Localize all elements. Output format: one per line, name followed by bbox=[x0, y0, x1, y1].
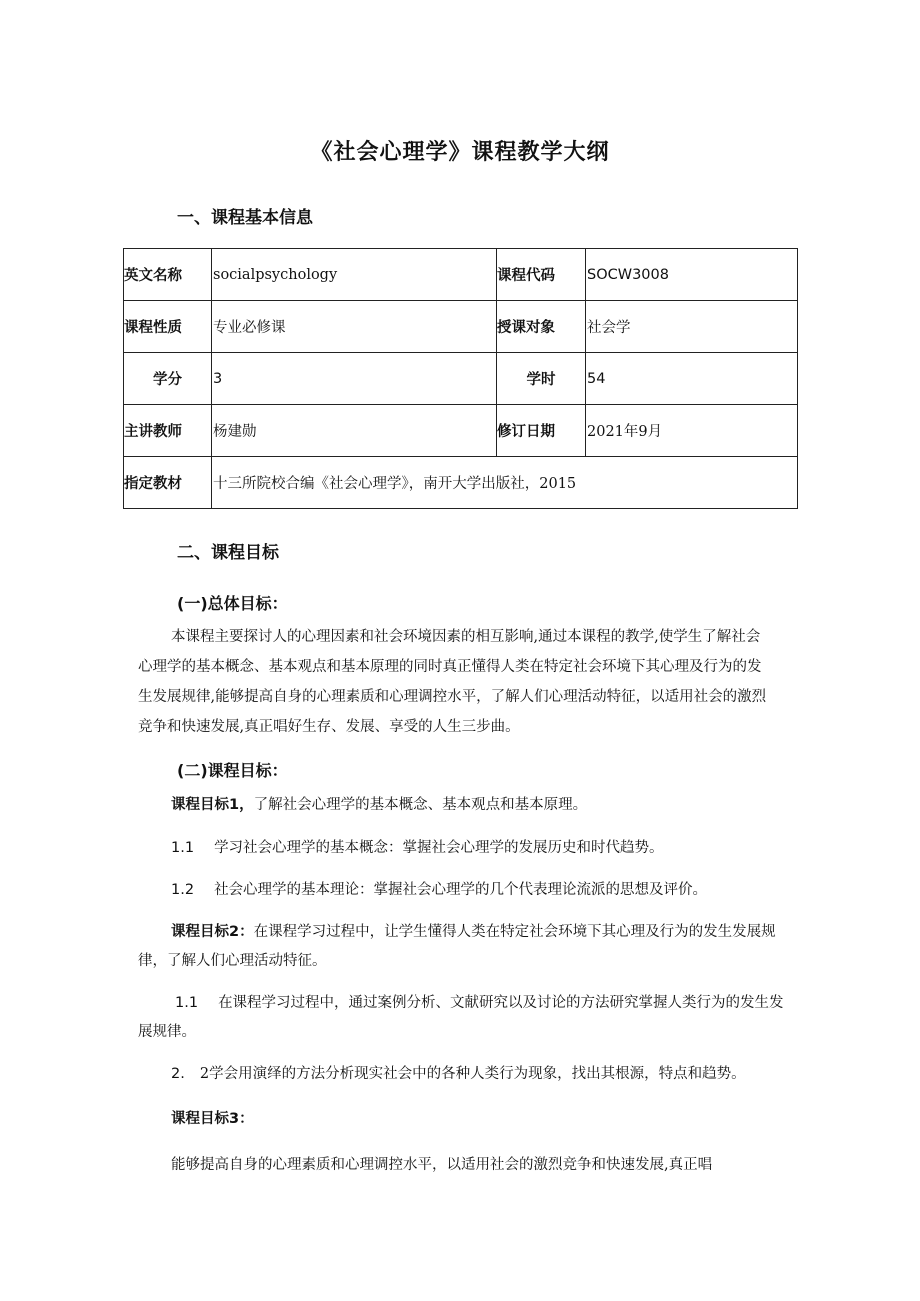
value-instructor: 杨建勋 bbox=[212, 405, 497, 457]
item-2-2 bbox=[171, 1059, 746, 1089]
overall-goal-heading: (一)总体目标： bbox=[177, 594, 288, 613]
label-instructor: 主讲教师 bbox=[124, 405, 212, 457]
overall-goal-line-4: 竞争和快速发展,真正唱好生存、发展、享受的人生三步曲。 bbox=[138, 719, 520, 735]
goal1-text: 了解社会心理学的基本概念、基本观点和基本原理。 bbox=[253, 797, 588, 813]
section2-heading: 二、课程目标 bbox=[177, 543, 279, 563]
item-2-1-text-line-1: 在课程学习过程中，通过案例分析、文献研究以及讨论的方法研究掌握人类行为的发生发 bbox=[218, 995, 784, 1011]
item-2-1-number: 1.1 bbox=[175, 995, 199, 1011]
item-1-1 bbox=[171, 833, 664, 863]
value-credits: 3 bbox=[212, 353, 497, 405]
item-1-2-number: 1.2 bbox=[171, 882, 195, 898]
goal2-text-line-2: 律，了解人们心理活动特征。 bbox=[138, 953, 327, 969]
item-2-1-text-line-2: 展规律。 bbox=[138, 1024, 196, 1040]
value-course-code: SOCW3008 bbox=[586, 249, 798, 301]
overall-goal-line-2: 心理学的基本概念、基本观点和基本原理的同时真正懂得人类在特定社会环境下其心理及行为的发 bbox=[138, 659, 762, 675]
item-2-2-text: 2学会用演绎的方法分析现实社会中的各种人类行为现象，找出其根源，特点和趋势。 bbox=[199, 1066, 746, 1082]
label-credits: 学分 bbox=[124, 353, 212, 405]
section1-heading: 一、课程基本信息 bbox=[177, 208, 313, 228]
value-textbook: 十三所院校合编《社会心理学》，南开大学出版社，2015 bbox=[212, 457, 798, 509]
item-1-1-text: 学习社会心理学的基本概念：掌握社会心理学的发展历史和时代趋势。 bbox=[214, 840, 664, 856]
table-row bbox=[124, 301, 798, 353]
goal2-text-line-1: 在课程学习过程中，让学生懂得人类在特定社会环境下其心理及行为的发生发展规 bbox=[253, 924, 776, 940]
item-1-2-text: 社会心理学的基本理论：掌握社会心理学的几个代表理论流派的思想及评价。 bbox=[214, 882, 708, 898]
page-title: 《社会心理学》课程教学大纲 bbox=[310, 140, 610, 165]
table-row bbox=[124, 457, 798, 509]
table-row bbox=[124, 405, 798, 457]
goal1-label: 课程目标1， bbox=[171, 797, 254, 813]
value-english-name: socialpsychology bbox=[212, 249, 497, 301]
value-hours: 54 bbox=[586, 353, 798, 405]
goal3-label: 课程目标3： bbox=[171, 1111, 254, 1127]
label-english-name: 英文名称 bbox=[124, 249, 212, 301]
value-revision-date: 2021年9月 bbox=[586, 405, 798, 457]
label-course-nature: 课程性质 bbox=[124, 301, 212, 353]
item-1-2 bbox=[171, 875, 707, 905]
table-row bbox=[124, 353, 798, 405]
overall-goal-line-3: 生发展规律,能够提高自身的心理素质和心理调控水平，了解人们心理活动特征，以适用社会的激烈 bbox=[138, 689, 767, 705]
goal2-label: 课程目标2： bbox=[171, 924, 254, 940]
item-1-1-number: 1.1 bbox=[171, 840, 195, 856]
label-textbook: 指定教材 bbox=[124, 457, 212, 509]
course-info-table bbox=[123, 248, 798, 509]
table-row bbox=[124, 249, 798, 301]
label-revision-date: 修订日期 bbox=[497, 405, 586, 457]
overall-goal-line-1: 本课程主要探讨人的心理因素和社会环境因素的相互影响,通过本课程的教学,使学生了解社会 bbox=[171, 629, 761, 645]
item-2-2-number: 2. bbox=[171, 1066, 185, 1082]
value-course-nature: 专业必修课 bbox=[212, 301, 497, 353]
goal1-paragraph bbox=[171, 790, 587, 820]
value-audience: 社会学 bbox=[586, 301, 798, 353]
goal2-paragraph-line-1 bbox=[171, 917, 776, 947]
goal3-text: 能够提高自身的心理素质和心理调控水平，以适用社会的激烈竞争和快速发展,真正唱 bbox=[171, 1157, 713, 1173]
item-2-1 bbox=[175, 988, 784, 1018]
label-course-code: 课程代码 bbox=[497, 249, 586, 301]
label-audience: 授课对象 bbox=[497, 301, 586, 353]
label-hours: 学时 bbox=[497, 353, 586, 405]
course-goals-heading: (二)课程目标： bbox=[177, 761, 288, 780]
